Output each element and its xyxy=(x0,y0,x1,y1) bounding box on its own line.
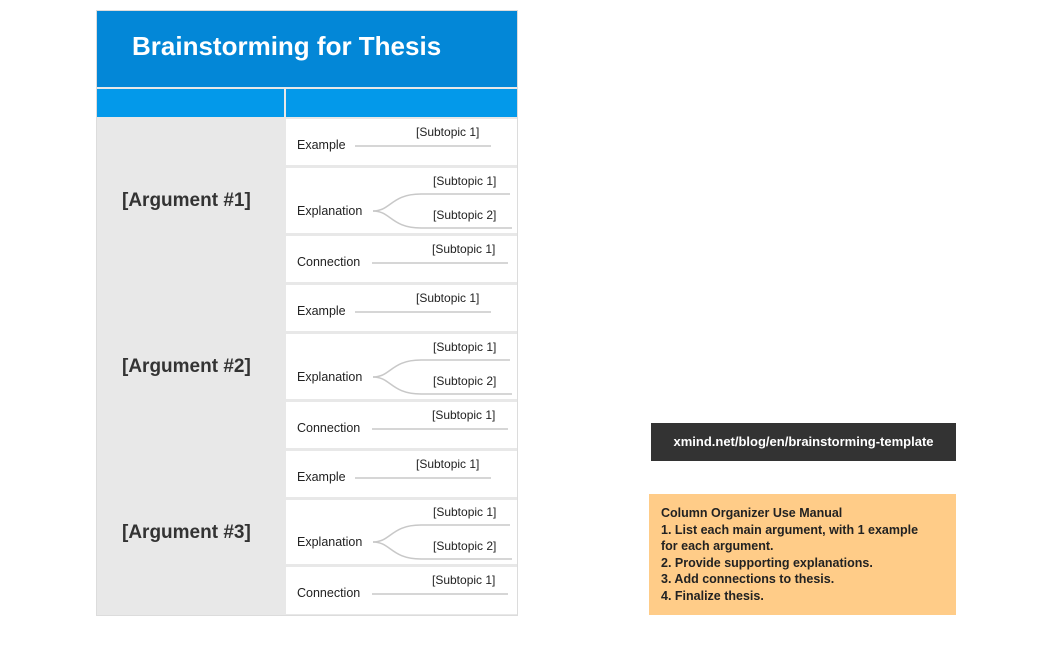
argument-label[interactable]: [Argument #2] xyxy=(122,356,251,377)
example-label[interactable]: Example xyxy=(297,470,346,484)
example-row-1[interactable] xyxy=(286,119,517,165)
diagram-title[interactable]: Brainstorming for Thesis xyxy=(132,31,442,61)
argument-cell-1[interactable] xyxy=(97,119,284,282)
subtopic-node[interactable]: [Subtopic 2] xyxy=(433,208,497,222)
explanation-row-1[interactable] xyxy=(286,168,517,233)
argument-label[interactable]: [Argument #3] xyxy=(122,522,251,543)
subtopic-node[interactable]: [Subtopic 1] xyxy=(432,408,496,422)
subtopic-node[interactable]: [Subtopic 2] xyxy=(433,539,497,553)
subtopic-node[interactable]: [Subtopic 2] xyxy=(433,374,497,388)
manual-line: 3. Add connections to thesis. xyxy=(661,572,835,586)
example-row-3[interactable] xyxy=(286,451,517,497)
subtopic-node[interactable]: [Subtopic 1] xyxy=(416,457,480,471)
argument-label[interactable]: [Argument #1] xyxy=(122,190,251,211)
title-bar xyxy=(97,11,517,87)
subtopic-node[interactable]: [Subtopic 1] xyxy=(416,125,480,139)
explanation-label[interactable]: Explanation xyxy=(297,204,363,218)
column-header-details xyxy=(286,89,517,117)
explanation-label[interactable]: Explanation xyxy=(297,535,363,549)
manual-line: 4. Finalize thesis. xyxy=(661,588,764,603)
connection-label[interactable]: Connection xyxy=(297,586,361,600)
connection-label[interactable]: Connection xyxy=(297,255,361,269)
argument-cell-3[interactable] xyxy=(97,451,284,614)
subtopic-node[interactable]: [Subtopic 1] xyxy=(432,242,496,256)
column-header-arguments xyxy=(97,89,284,117)
source-url-label[interactable]: xmind.net/blog/en/brainstorming-template xyxy=(651,423,956,461)
connection-row-3[interactable] xyxy=(286,567,517,614)
explanation-label[interactable]: Explanation xyxy=(297,370,363,384)
example-label[interactable]: Example xyxy=(297,138,346,152)
example-label[interactable]: Example xyxy=(297,304,346,318)
manual-line: 1. List each main argument, with 1 example xyxy=(661,522,919,537)
argument-cell-2[interactable] xyxy=(97,285,284,448)
explanation-row-3[interactable] xyxy=(286,500,517,564)
connection-row-2[interactable] xyxy=(286,402,517,448)
example-row-2[interactable] xyxy=(286,285,517,331)
subtopic-node[interactable]: [Subtopic 1] xyxy=(433,505,497,519)
subtopic-node[interactable]: [Subtopic 1] xyxy=(416,291,480,305)
subtopic-node[interactable]: [Subtopic 1] xyxy=(433,174,497,188)
subtopic-node[interactable]: [Subtopic 1] xyxy=(433,340,497,354)
connection-row-1[interactable] xyxy=(286,236,517,282)
explanation-row-2[interactable] xyxy=(286,334,517,399)
manual-line: 2. Provide supporting explanations. xyxy=(661,555,873,570)
subtopic-node[interactable]: [Subtopic 1] xyxy=(432,573,496,587)
manual-line: for each argument. xyxy=(661,539,774,553)
connection-label[interactable]: Connection xyxy=(297,421,361,435)
use-manual-note[interactable] xyxy=(649,494,956,615)
manual-title: Column Organizer Use Manual xyxy=(661,506,843,520)
